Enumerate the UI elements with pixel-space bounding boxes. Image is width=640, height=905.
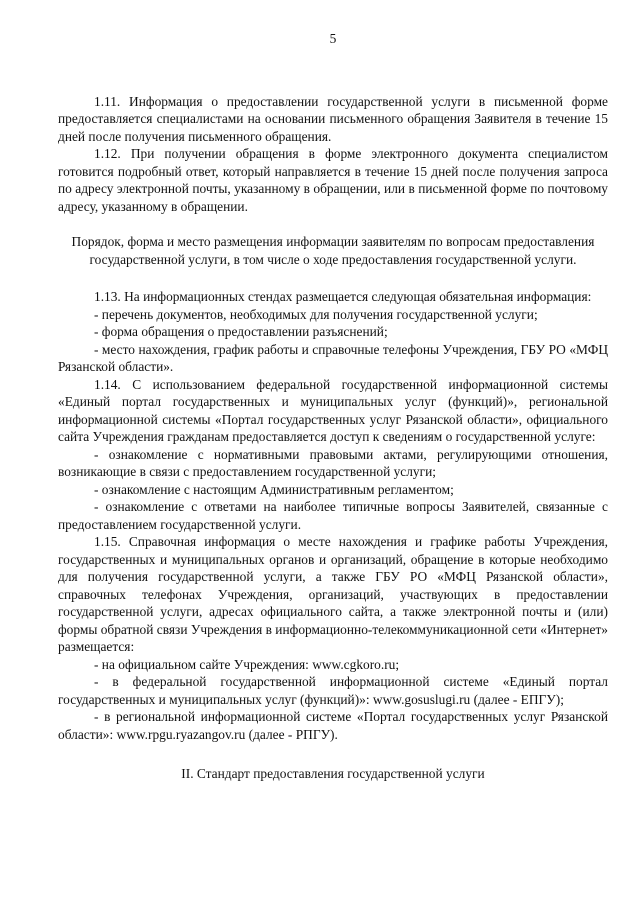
paragraph-1-13: 1.13. На информационных стендах размещается следующая обязательная информация:: [94, 289, 592, 304]
list-item: - ознакомление с настоящим Административным регламентом;: [94, 481, 454, 497]
list-item: - в федеральной государственной информационной системе «Единый портал государственных и муниципальных услуг (функций)»: www.gosuslugi.ru (далее - ЕПГУ);: [58, 674, 608, 707]
paragraph-1-14: 1.14. С использованием федеральной государственной информационной системы «Единый портал государственных и муниципальных услуг (функций)», региональной информационной системы «Портал государственных услуг Рязанской области», официального сайта Учреждения гражданам предоставляется доступ к сведениям о государственной услуге:: [58, 376, 608, 444]
list-item: - перечень документов, необходимых для получения государственной услуги;: [94, 306, 538, 322]
paragraph-1-11: 1.11. Информация о предоставлении государственной услуги в письменной форме предоставляется специалистами на основании письменного обращения Заявителя в течение 15 дней после получения письменного обращения.: [58, 93, 608, 144]
list-item: - место нахождения, график работы и справочные телефоны Учреждения, ГБУ РО «МФЦ Рязанской области».: [58, 341, 608, 374]
paragraph-1-12: 1.12. При получении обращения в форме электронного документа специалистом готовится подробный ответ, который направляется в течение 15 дней после получения запроса по адресу электронной почты, указанному в обращении, или в письменной форме по почтовому адресу, указанному в обращении.: [58, 146, 608, 214]
page-number: 5: [329, 31, 337, 46]
paragraph-1-15: 1.15. Справочная информация о месте нахождения и графике работы Учреждения, государственных и муниципальных органов и организаций, обращение в которые необходимо для получения государственной услуги, а также ГБУ РО «МФЦ Рязанской области», справочных телефонах Учреждения, организаций, участвующих в предоставлении государственной услуги, адресах официального сайта, а также электронной почты и (или) формы обратной связи Учреждения в информационно-телекоммуникационной сети «Интернет» размещается:: [58, 534, 608, 654]
list-item: - ознакомление с нормативными правовыми актами, регулирующими отношения, возникающие в связи с предоставлением государственной услуги;: [58, 446, 608, 479]
list-item: - форма обращения о предоставлении разъяснений;: [94, 324, 388, 339]
heading-information-order: Порядок, форма и место размещения информации заявителям по вопросам предоставления государственной услуги, в том числе о ходе предоставления государственной услуги.: [71, 234, 595, 267]
list-item: - на официальном сайте Учреждения: www.cgkoro.ru;: [94, 656, 400, 672]
list-item: - в региональной информационной системе «Портал государственных услуг Рязанской области»: www.rpgu.ryazangov.ru (далее - РПГУ).: [58, 709, 608, 742]
section-heading: II. Стандарт предоставления государственной услуги: [181, 766, 485, 781]
list-item: - ознакомление с ответами на наиболее типичные вопросы Заявителей, связанные с предоставлением государственной услуги.: [58, 499, 608, 532]
